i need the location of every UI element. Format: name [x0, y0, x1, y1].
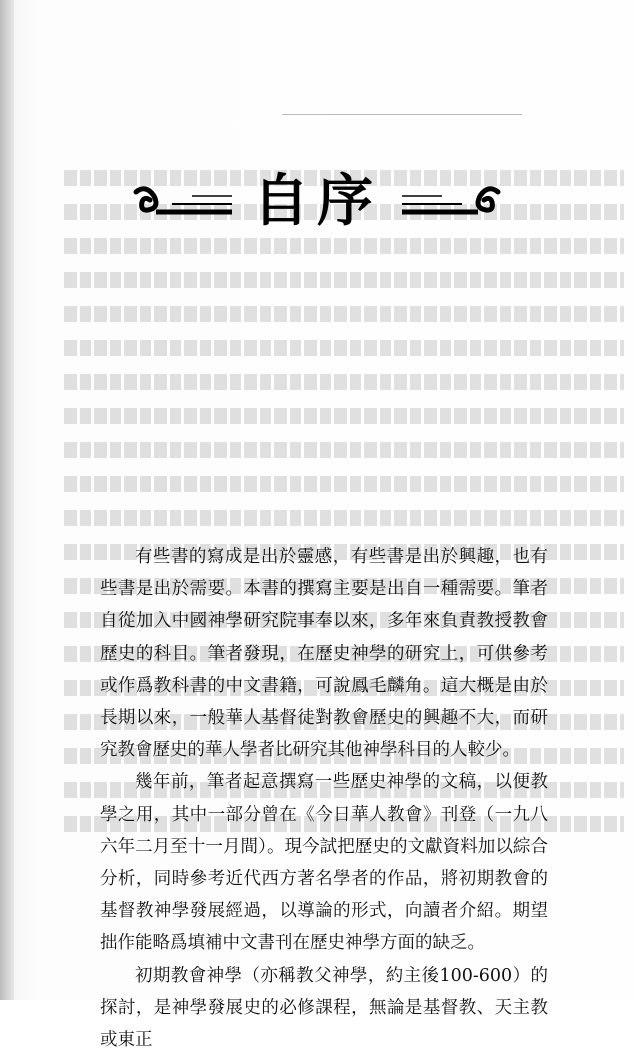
paragraph: 有些書的寫成是出於靈感，有些書是出於興趣，也有些書是出於需要。本書的撰寫主要是出自一種需要。筆者自從加入中國神學研究院事奉以來，多年來負責教授教會歷史的科目。筆者發現，在歷史神學的研究上，可供參考或作爲教科書的中文書籍，可說鳳毛麟角。這大概是由於長期以來，一般華人基督徒對教會歷史的興趣不大，而研究教會歷史的華人學者比研究其他神學科目的人較少。	[100, 547, 548, 761]
left-ornament-icon	[132, 186, 237, 220]
running-head	[282, 100, 522, 115]
right-ornament-icon	[397, 186, 502, 220]
page-gutter-shadow	[0, 0, 14, 1000]
preface-body	[100, 541, 548, 1056]
paragraph: 初期教會神學（亦稱教父神學，約主後100-600）的探討，是神學發展史的必修課程，無論是基督教、天主教或東正	[100, 965, 548, 1051]
paragraph: 幾年前，筆者起意撰寫一些歷史神學的文稿，以便教學之用，其中一部分曾在《今日華人教會》刊登（一九八六年二月至十一月間）。現今試把歷史的文獻資料加以綜合分析，同時參考近代西方著名學者的作品，將初期教會的基督教神學發展經過，以導論的形式，向讀者介紹。期望拙作能略爲填補中文書刊在歷史神學方面的缺乏。	[100, 772, 548, 954]
page-title: 自序	[253, 168, 381, 234]
title-block	[132, 164, 502, 244]
